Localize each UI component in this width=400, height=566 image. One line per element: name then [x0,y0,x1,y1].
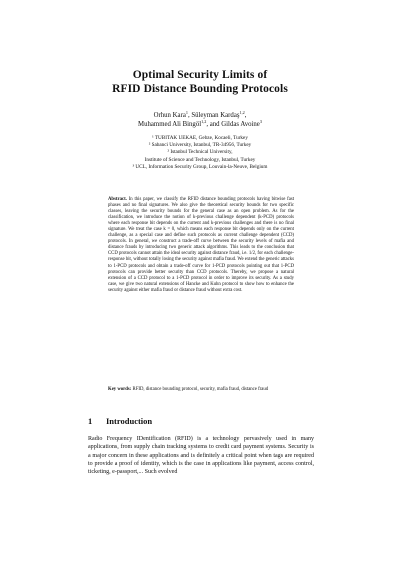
affiliation-3: ² Istanbul Technical University, [167,149,233,156]
author-line-1: Orhun Kara$^1$, Süleyman Kardaş$^{1,2}$, [153,110,247,119]
paper-title [60,68,340,96]
section-heading [88,416,152,426]
intro-paragraph: Radio Frequency IDentification (RFID) is a technology pervasively used in many applications, from supply chain tracking systems to credit card payment systems. Security is a major concern in these applications and is definitely a critical point when tags are required to provide a proof of identity, which is the case in applications like payment, access control, ticketing, e-passport,... Such evolved [88,436,314,476]
affiliation-1: ¹ TUBITAK UEKAE, Gebze, Kocaeli, Turkey [152,135,248,141]
author-list [60,111,340,129]
keywords-label: Key words: [108,387,132,392]
abstract [108,197,294,294]
author-line-2: Muhammed Ali Bingöl$^{1,2}$, and Gildas Avoine$^3$ [138,119,262,128]
title-line-2: RFID Distance Bounding Protocols [112,83,288,95]
abstract-label: Abstract. [108,197,127,202]
section-title: Introduction [106,416,153,426]
keywords [108,387,294,393]
keywords-text: RFID, distance bounding protocol, security, mafia fraud, distance fraud [132,387,269,392]
section-number: 1 [88,416,93,426]
affiliation-4: Institute of Science and Technology, Istanbul, Turkey [144,156,256,163]
title-line-1: Optimal Security Limits of [132,69,268,81]
affiliation-5: ³ UCL, Information Security Group, Louvain-la-Neuve, Belgium [132,163,268,170]
affiliations [60,135,340,171]
affiliation-2: ² Sabanci University, Istanbul, TR-34956, Turkey [148,142,252,149]
abstract-text: In this paper, we classify the RFID distance bounding protocols having bitwise fast phases and no final signatures. We also give the theoretical security bounds for two specific classes, leaving the security bounds for the general case as an open problem. As for the classification, we introduce the notion of k-previous challenge dependent (k-PCD) protocols where each response bit depends on the current and k-previous challenges and there is no final signature. We treat the case k = 0, which means each response bit depends only on the current challenge, as a special case and define such protocols as current challenge dependent (CCD) protocols. In general, we construct a trade-off curve between the security levels of mafia and distance frauds by introducing two generic attack algorithms. This leads to the conclusion that CCD protocols cannot attain the ideal security against distance fraud, i.e. 1/2, for each challenge-response bit, without totally losing the security against mafia fraud. We extend the generic attacks to 1-PCD protocols and obtain a trade-off curve for 1-PCD protocols pointing out that 1-PCD protocols can provide better security than CCD protocols. Thereby, we propose a natural extension of a CCD protocol to a 1-PCD protocol in order to improve its security. As a study case, we give two natural extensions of Hancke and Kuhn protocol to show how to enhance the security against either mafia fraud or distance fraud without extra cost. [108,197,295,293]
